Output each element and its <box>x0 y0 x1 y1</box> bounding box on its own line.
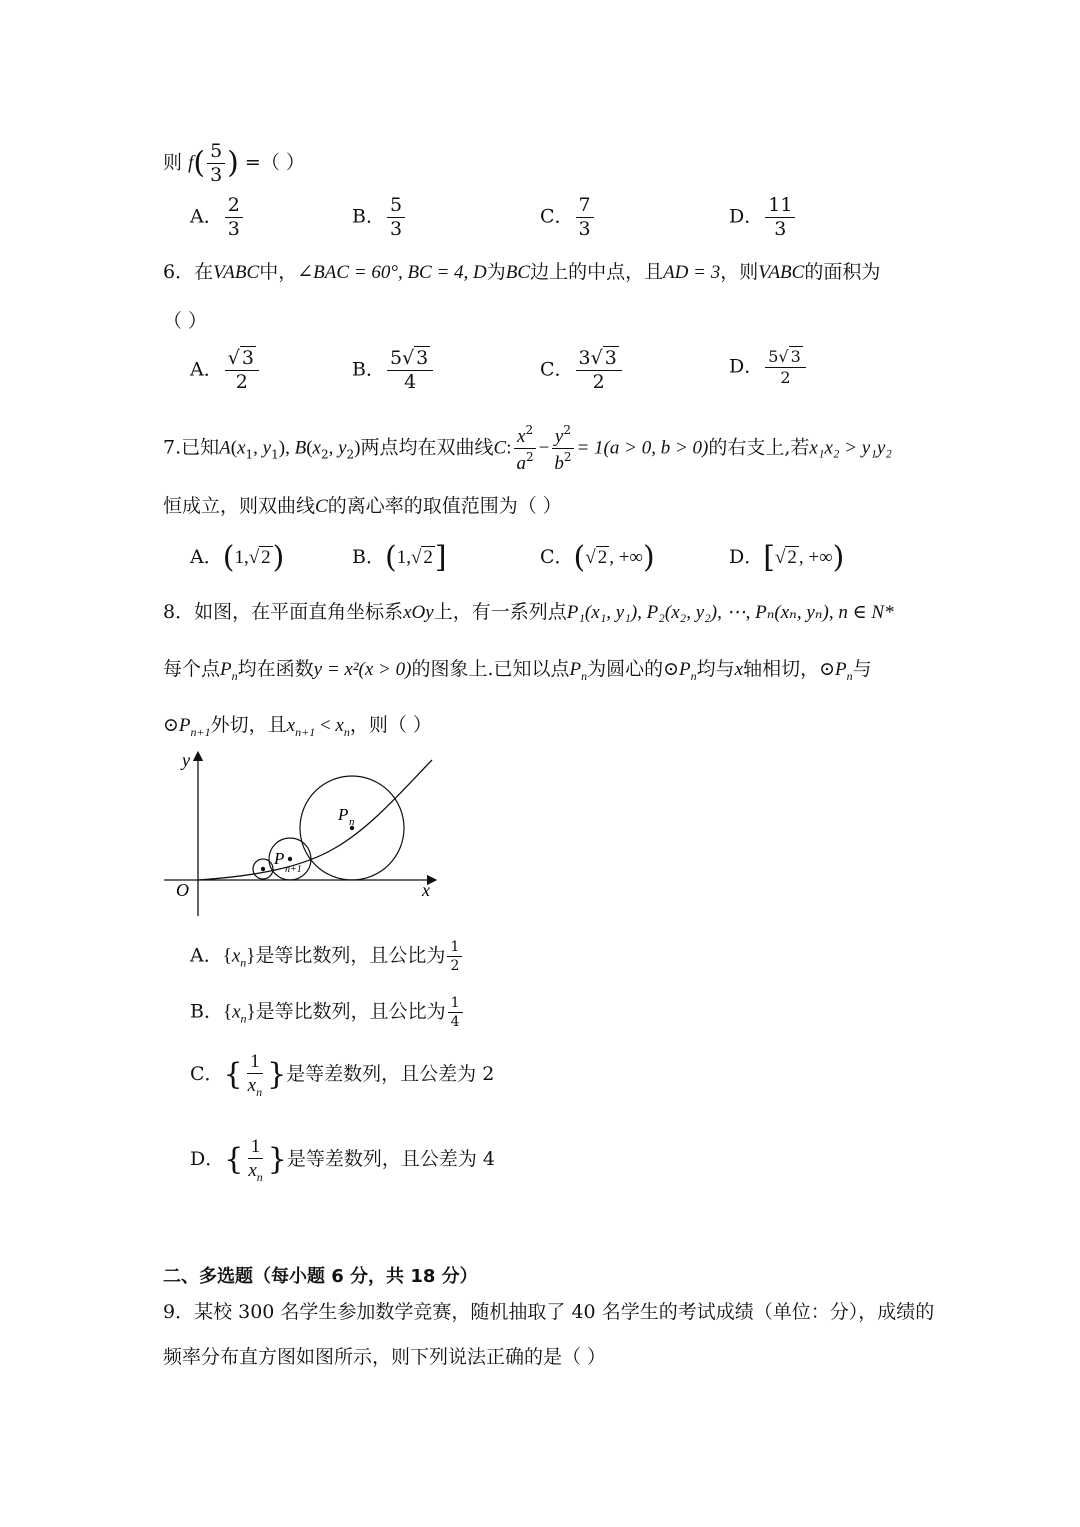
svg-text:y: y <box>182 750 190 770</box>
q8-line3: $⊙P_{n+1}$外切，且$x_{n+1} < x_n$，则（ ） <box>163 714 432 739</box>
section-heading: 二、多选题（每小题 6 分，共 18 分） <box>163 1266 478 1287</box>
svg-text:P: P <box>274 849 285 868</box>
q6-option-d[interactable]: D． $\frac{5√ 3}{2}$ <box>729 349 808 386</box>
q7-option-d[interactable]: D．[√ 2 , +∞) <box>729 540 845 575</box>
q6-option-a[interactable]: A． $\frac{√ 3}{2}$ <box>190 349 261 392</box>
q8-line1: 8．如图，在平面直角坐标系xOy上，有一系列点P₁(x₁, y₁), P₂(x₂, y₂), ⋯, Pₙ(xₙ, yₙ), n ∈ N* <box>163 601 894 623</box>
q7-option-c[interactable]: C．(√ 2 , +∞) <box>540 540 655 575</box>
svg-text:P: P <box>338 805 349 824</box>
q8-option-c[interactable]: C．{ $\frac{1}{x_n}$ }是等差数列，且公差为 2 <box>190 1051 495 1099</box>
svg-text:n: n <box>349 816 355 828</box>
q5-option-c[interactable]: C． $\frac{7}{3}$ <box>540 196 596 239</box>
q8-figure <box>160 748 450 920</box>
q9-line1: 9．某校 300 名学生参加数学竞赛，随机抽取了 40 名学生的考试成绩（单位：分），成绩的 <box>163 1301 935 1323</box>
q6-option-c[interactable]: C． $\frac{3√ 3}{2}$ <box>540 349 624 392</box>
svg-text:x: x <box>422 880 430 900</box>
q6-paren: （ ） <box>163 310 208 332</box>
q6-stem: 6．在VABC中，∠BAC = 60°, BC = 4, D为BC边上的中点，且AD = 3，则VABC的面积为 <box>163 261 881 283</box>
q7-stem: 7.已知$A(x_1$, $y_1$), $B(x_2$, $y_2$)两点均在双曲线C: $\frac{x^2}{a^2}$ − $\frac{y^2}{b^2}$ = 1(a > 0, b > 0)的右支上,若x₁x₂ > y₁y₂ <box>163 423 892 474</box>
q7-option-a[interactable]: A．(1,√ 2) <box>190 540 285 575</box>
q9-line2: 频率分布直方图如图所示，则下列说法正确的是（ ） <box>163 1346 607 1368</box>
q6-option-b[interactable]: B． $\frac{5√ 3}{4}$ <box>352 349 435 392</box>
q5-option-d[interactable]: D． $\frac{11}{3}$ <box>729 196 797 239</box>
q5-option-a[interactable]: A． $\frac{2}{3}$ <box>190 196 245 239</box>
q7-option-b[interactable]: B．(1,√ 2] <box>352 540 447 575</box>
q8-option-d[interactable]: D．{ $\frac{1}{x_n}$ }是等差数列，且公差为 4 <box>190 1136 495 1184</box>
q5-stem: 则 f( $\frac{5}{3}$ ) =（ ） <box>163 140 305 186</box>
q8-option-a[interactable]: A．$\{x_n\}$是等比数列，且公比为 $\frac{1}{2}$ <box>190 940 464 973</box>
svg-text:O: O <box>176 880 189 900</box>
q7-line2: 恒成立，则双曲线C的离心率的取值范围为（ ） <box>163 495 562 517</box>
q8-option-b[interactable]: B．$\{x_n\}$是等比数列，且公比为 $\frac{1}{4}$ <box>190 996 465 1029</box>
q8-line2: 每个点$P_n$均在函数y = x²(x > 0)的图象上.已知以点$P_n$为圆心的$⊙P_n$均与x轴相切，$⊙P_n$与 <box>163 658 872 683</box>
parabola-curve <box>198 760 432 880</box>
q5-option-b[interactable]: B． $\frac{5}{3}$ <box>352 196 407 239</box>
svg-text:n+1: n+1 <box>285 864 302 875</box>
